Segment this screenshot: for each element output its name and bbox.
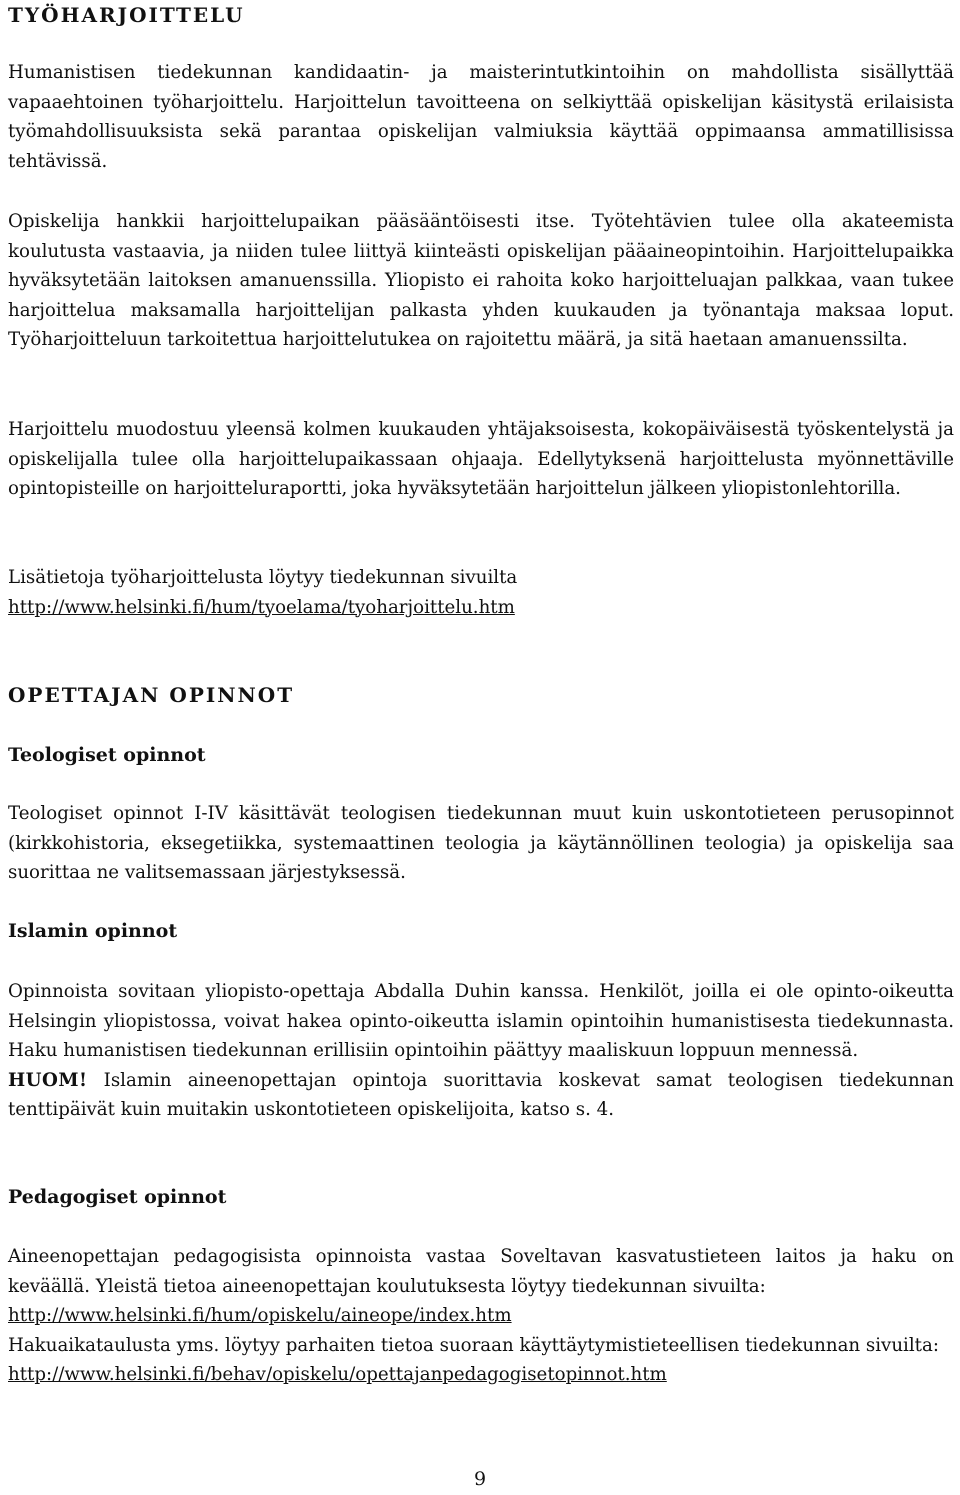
paragraph: Opinnoista sovitaan yliopisto-opettaja Abdalla Duhin kanssa. Henkilöt, joilla ei ole opinto-oikeutta Helsingin yliopistossa, voivat hakea opinto-oikeutta islamin opintoihin humanistisesta tiedekunnasta. Haku humanistisen tiedekunnan erillisiin opintoihin päättyy maaliskuun loppuun mennessä. [8, 981, 954, 1061]
paragraph-block [8, 415, 954, 504]
aineope-link[interactable]: http://www.helsinki.fi/hum/opiskelu/aineope/index.htm [8, 1305, 512, 1326]
pedagogiset-link[interactable]: http://www.helsinki.fi/behav/opiskelu/opettajanpedagogisetopinnot.htm [8, 1364, 667, 1385]
subsection-heading: Islamin opinnot [8, 920, 178, 942]
paragraph-block [8, 799, 954, 888]
page-number: 9 [473, 1468, 487, 1490]
paragraph-block [8, 1242, 954, 1390]
subsection-block [8, 740, 954, 770]
paragraph-block [8, 977, 954, 1125]
paragraph [8, 1066, 954, 1125]
subsection-block [8, 1182, 954, 1212]
subsection-heading: Teologiset opinnot [8, 744, 206, 766]
paragraph: Lisätietoja työharjoittelusta löytyy tiedekunnan sivuilta [8, 567, 518, 588]
paragraph: Opiskelija hankkii harjoittelupaikan pääsääntöisesti itse. Työtehtävien tulee olla akateemista koulutusta vastaavia, ja niiden tulee liittyä kiinteästi opiskelijan pääaineopintoihin. Harjoittelupaikka hyväksytetään laitoksen amanuenssilla. Yliopisto ei rahoita koko harjoitteluajan palkkaa, vaan tukee harjoittelua maksamalla harjoittelijan palkasta yhden kuukauden ja työnantaja maksaa loput. Työharjoitteluun tarkoitettua harjoittelutukea on rajoitettu määrä, ja sitä haetaan amanuenssilta. [8, 211, 954, 350]
paragraph-block [8, 58, 954, 176]
subsection-heading: Pedagogiset opinnot [8, 1186, 227, 1208]
paragraph: Hakuaikataulusta yms. löytyy parhaiten tietoa suoraan käyttäytymistieteellisen tiedekunnan sivuilta: [8, 1334, 939, 1356]
section-tyoharjoittelu [8, 0, 954, 30]
paragraph: Humanistisen tiedekunnan kandidaatin- ja maisterintutkintoihin on mahdollista sisällyttää vapaaehtoinen työharjoittelu. Harjoittelun tavoitteena on selkiyttää opiskelijan käsitystä erilaisista työmahdollisuuksista sekä parantaa opiskelijan valmiuksia käyttää oppimaansa ammatillisissa tehtävissä. [8, 62, 954, 172]
huom-label: HUOM! [8, 1069, 88, 1091]
section-opettajan-opinnot [8, 680, 954, 710]
section-heading: TYÖHARJOITTELU [8, 3, 245, 27]
subsection-block [8, 916, 954, 946]
section-heading: OPETTAJAN OPINNOT [8, 683, 295, 707]
paragraph-block [8, 563, 954, 622]
tyoharjoittelu-link[interactable]: http://www.helsinki.fi/hum/tyoelama/tyoharjoittelu.htm [8, 596, 515, 618]
paragraph: Harjoittelu muodostuu yleensä kolmen kuukauden yhtäjaksoisesta, kokopäiväisestä työskentelystä ja opiskelijalla tulee olla harjoittelupaikassaan ohjaaja. Edellytyksenä harjoittelusta myönnettäville opintopisteille on harjoitteluraportti, joka hyväksytetään harjoittelun jälkeen yliopistonlehtorilla. [8, 419, 954, 499]
paragraph: Teologiset opinnot I-IV käsittävät teologisen tiedekunnan muut kuin uskontotieteen perusopinnot (kirkkohistoria, eksegetiikka, systemaattinen teologia ja käytännöllinen teologia) ja opiskelija saa suorittaa ne valitsemassaan järjestyksessä. [8, 803, 954, 883]
paragraph-block [8, 207, 954, 355]
huom-text: Islamin aineenopettajan opintoja suorittavia koskevat samat teologisen tiedekunnan tenttipäivät kuin muitakin uskontotieteen opiskelijoita, katso s. 4. [8, 1069, 954, 1120]
paragraph: Aineenopettajan pedagogisista opinnoista vastaa Soveltavan kasvatustieteen laitos ja haku on keväällä. Yleistä tietoa aineenopettajan koulutuksesta löytyy tiedekunnan sivuilta: [8, 1246, 954, 1297]
